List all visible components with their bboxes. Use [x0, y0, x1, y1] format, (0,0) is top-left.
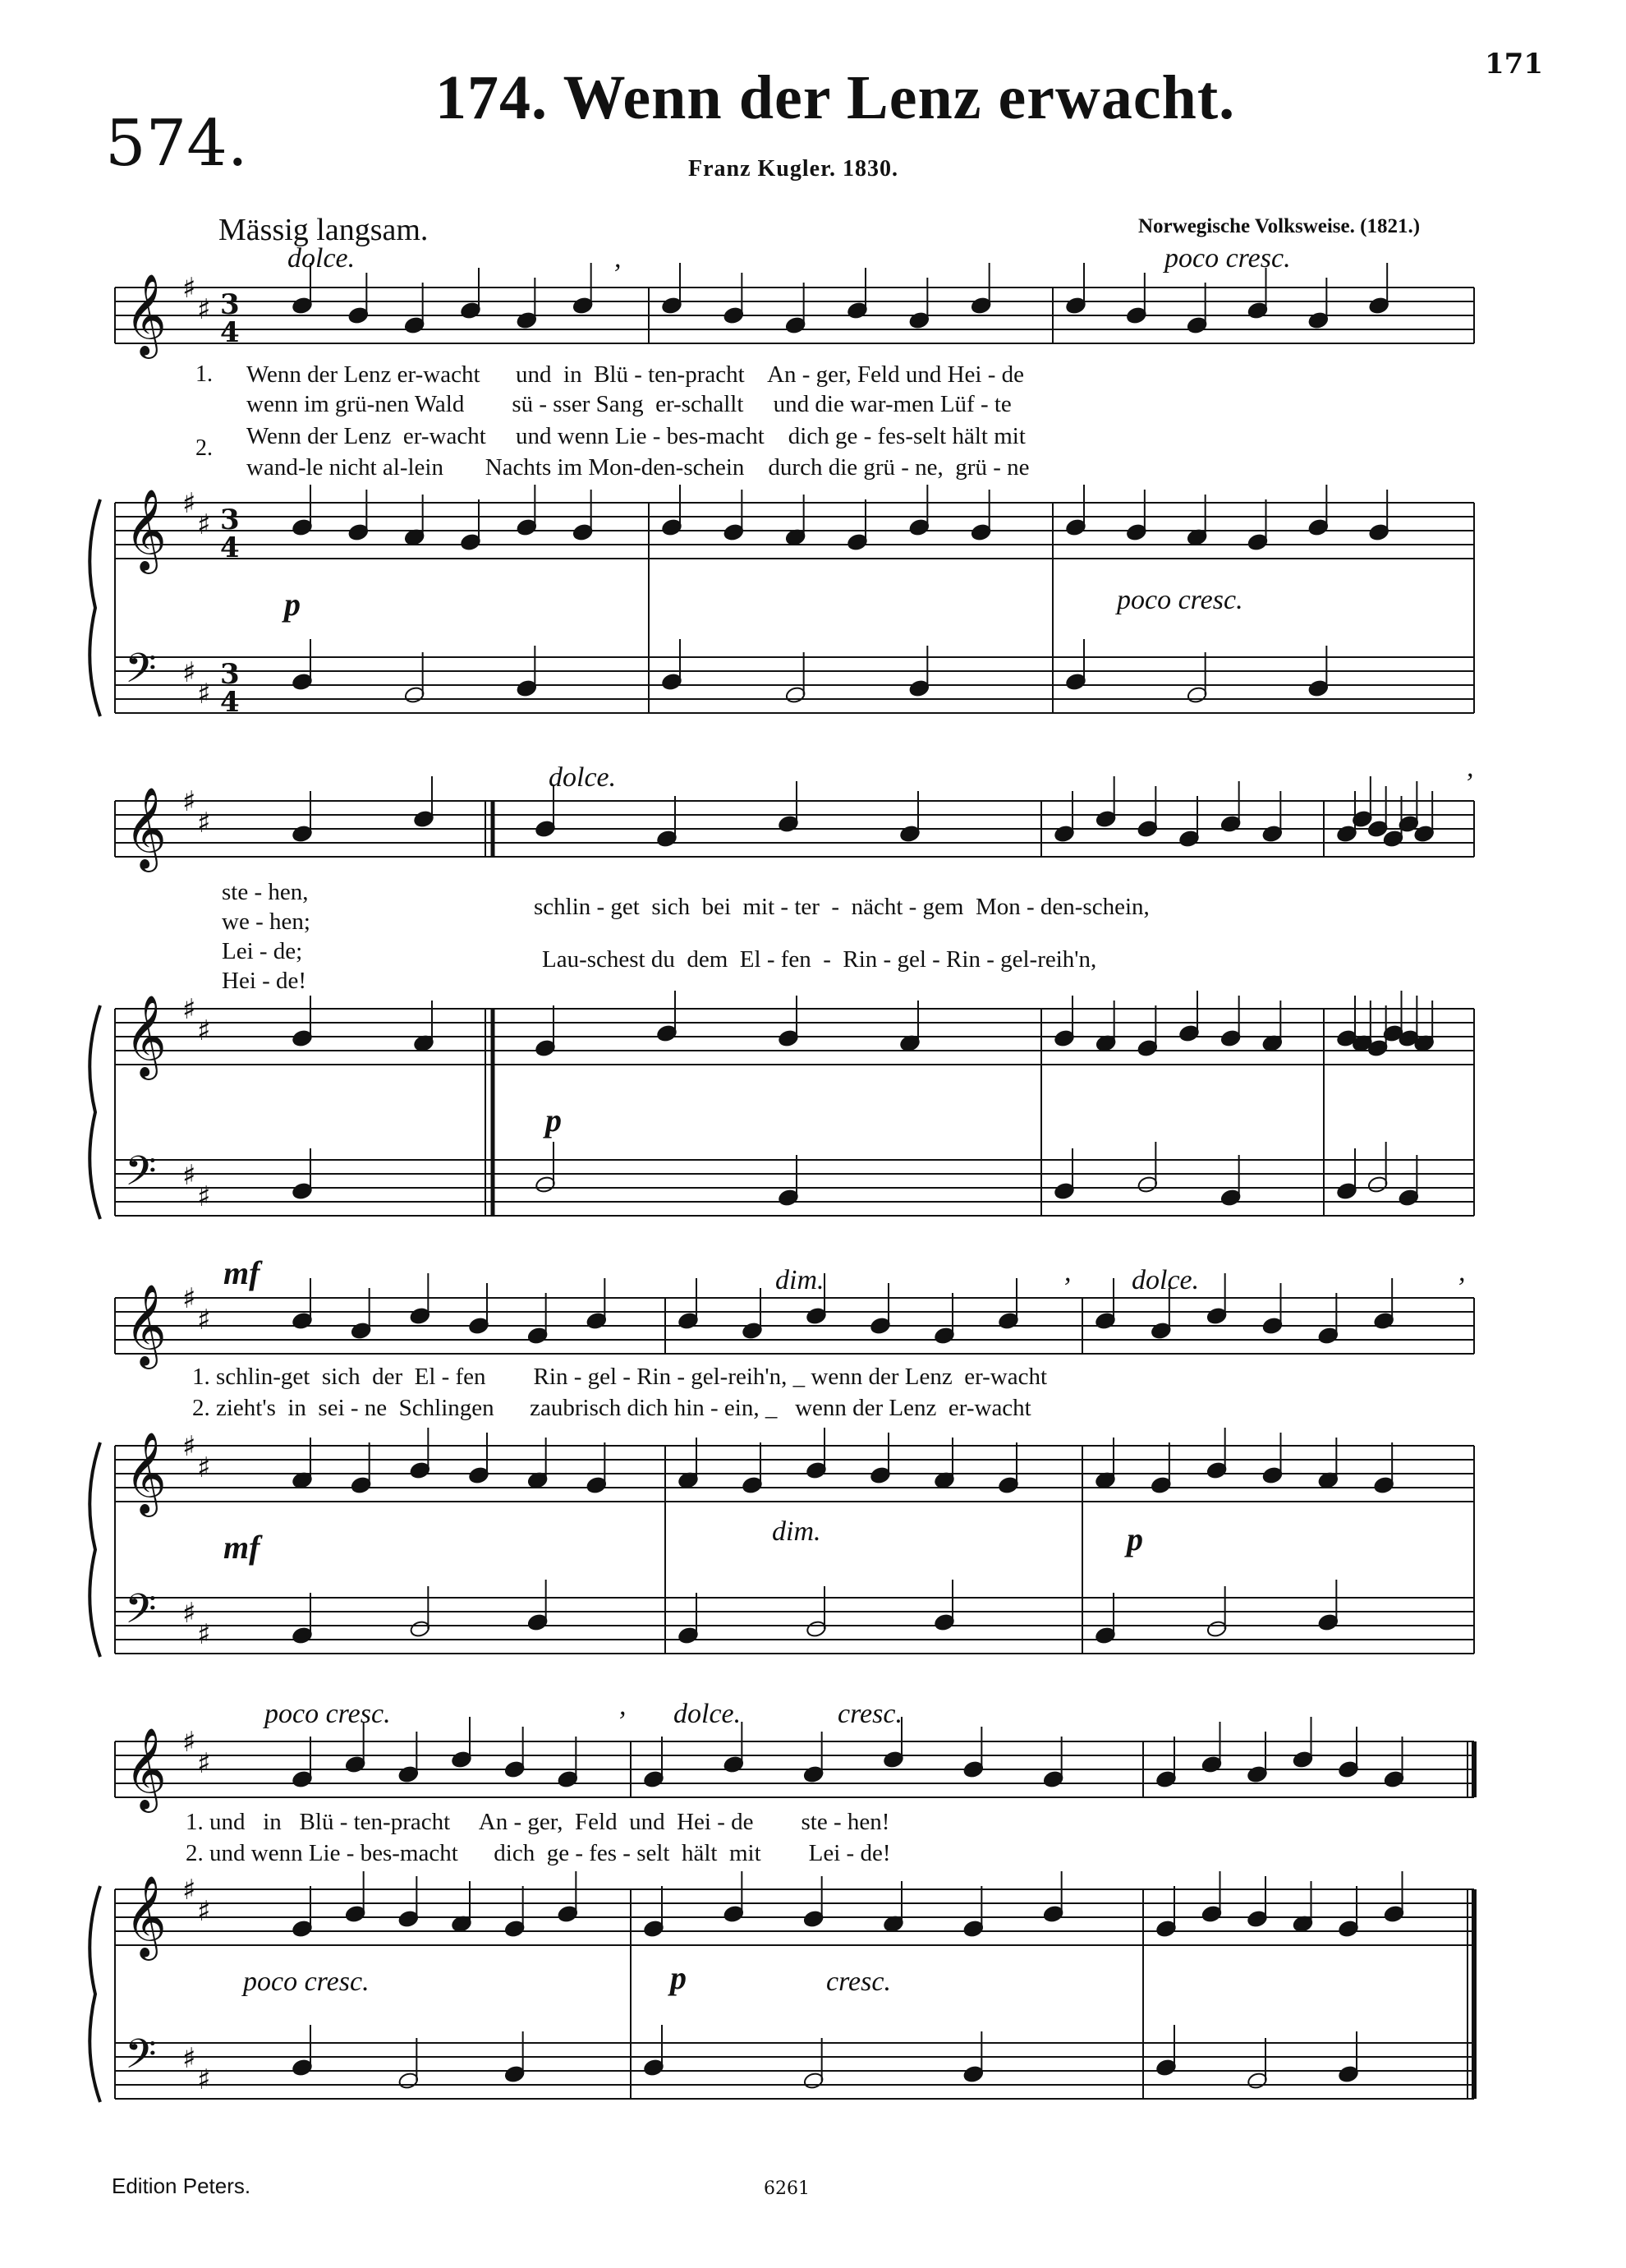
poco-cresc-mark-s1: poco cresc. — [1164, 243, 1291, 274]
key-sharp: ♯ — [182, 785, 196, 818]
key-sharp: ♯ — [182, 487, 196, 520]
key-sharp: ♯ — [197, 2063, 211, 2096]
breath-mark-s3a: , — [1064, 1257, 1072, 1287]
verse-number-2: 2. — [195, 435, 213, 461]
lyric-line-s1-1: Wenn der Lenz er-wacht und in Blü - ten-pracht An - ger, Feld und Hei - de — [246, 361, 1024, 388]
key-sharp: ♯ — [182, 656, 196, 689]
key-sharp: ♯ — [197, 678, 211, 711]
piano-brace — [90, 1886, 100, 2102]
lyric-line-s3-1: 1. schlin-get sich der El - fen Rin - gel - Rin - gel-reih'n, _ wenn der Lenz er-wacht — [192, 1364, 1048, 1390]
key-sharp: ♯ — [197, 1180, 211, 1213]
treble-clef: 𝄞 — [125, 1727, 167, 1810]
treble-clef: 𝄞 — [125, 1432, 167, 1514]
key-sharp: ♯ — [182, 1597, 196, 1630]
dolce-mark-s4: dolce. — [673, 1699, 742, 1729]
bass-clef: 𝄢 — [125, 1148, 157, 1205]
key-sharp: ♯ — [197, 1895, 211, 1928]
publisher-footer: Edition Peters. — [112, 2174, 251, 2198]
mf-dynamic-s3-piano: mf — [223, 1529, 260, 1566]
plate-number: 6261 — [764, 2178, 810, 2199]
dim-mark-s3: dim. — [775, 1265, 824, 1295]
key-sharp: ♯ — [182, 1726, 196, 1759]
key-sharp: ♯ — [182, 1159, 196, 1192]
lyric-line-s2-2: Lau-schest du dem El - fen - Rin - gel - Rin - gel-reih'n, — [542, 946, 1097, 973]
lyric-line-s3-2: 2. zieht's in sei - ne Schlingen zaubrisch dich hin - ein, _ wenn der Lenz er-wacht — [192, 1395, 1031, 1421]
tempo-marking: Mässig langsam. — [218, 213, 429, 247]
piano-dynamic-s3: p — [1127, 1520, 1143, 1557]
piano-brace — [90, 1005, 100, 1219]
bass-clef: 𝄢 — [125, 645, 157, 702]
treble-clef: 𝄞 — [125, 1875, 167, 1957]
key-sharp: ♯ — [197, 508, 211, 541]
key-sharp: ♯ — [197, 1618, 211, 1651]
lyricist-credit: Franz Kugler. 1830. — [688, 156, 898, 182]
mf-dynamic-s3: mf — [223, 1254, 260, 1291]
lyric-line-s4-1: 1. und in Blü - ten-pracht An - ger, Feld und Hei - de ste - hen! — [186, 1809, 890, 1835]
melody-source: Norwegische Volksweise. (1821.) — [1138, 215, 1421, 237]
lyric-line-s4-2: 2. und wenn Lie - bes-macht dich ge - fes - selt hält mit Lei - de! — [186, 1840, 891, 1866]
collection-number: 574. — [105, 107, 248, 181]
key-sharp: ♯ — [197, 807, 211, 840]
time-signature-bottom-treble: 4 — [220, 531, 240, 564]
poco-cresc-piano-s1: poco cresc. — [1117, 585, 1243, 615]
treble-clef: 𝄞 — [125, 1284, 167, 1366]
breath-mark-s4: , — [619, 1691, 627, 1721]
key-sharp: ♯ — [182, 2042, 196, 2075]
time-signature-top-treble: 3 — [220, 504, 240, 536]
treble-clef: 𝄞 — [125, 995, 167, 1077]
treble-clef: 𝄞 — [125, 787, 167, 869]
piano-brace — [90, 499, 100, 716]
lyric-line-s1-4: wand-le nicht al-lein Nachts im Mon-den-schein durch die grü - ne, grü - ne — [246, 454, 1030, 481]
key-sharp: ♯ — [197, 1747, 211, 1780]
ending-word-1: ste - hen, — [222, 879, 309, 905]
song-title: 174. Wenn der Lenz erwacht. — [435, 63, 1236, 132]
lyric-line-s1-3: Wenn der Lenz er-wacht und wenn Lie - bes-macht dich ge - fes-selt hält mit — [246, 423, 1026, 449]
poco-cresc-mark-s4: poco cresc. — [264, 1699, 391, 1729]
time-signature-top-vocal: 3 — [220, 288, 240, 321]
breath-mark-s1: , — [614, 243, 622, 274]
ending-word-3: Lei - de; — [222, 938, 303, 964]
key-sharp: ♯ — [182, 993, 196, 1026]
treble-clef: 𝄞 — [125, 489, 167, 571]
dolce-mark-s1: dolce. — [287, 243, 356, 274]
cresc-piano-s4: cresc. — [826, 1967, 891, 1997]
ending-word-4: Hei - de! — [222, 968, 307, 994]
key-sharp: ♯ — [182, 272, 196, 305]
time-signature-top-bass: 3 — [220, 658, 240, 691]
lyric-line-s2-1: schlin - get sich bei mit - ter - nächt - gem Mon - den-schein, — [534, 894, 1150, 920]
piano-dynamic-s2: p — [545, 1102, 562, 1139]
piano-dynamic-s1: p — [284, 586, 301, 623]
key-sharp: ♯ — [197, 1304, 211, 1336]
piano-brace — [90, 1442, 100, 1657]
time-signature-bottom-vocal: 4 — [220, 316, 240, 349]
key-sharp: ♯ — [182, 1430, 196, 1463]
poco-cresc-piano-s4: poco cresc. — [243, 1967, 370, 1997]
treble-clef: 𝄞 — [125, 274, 167, 356]
bass-clef: 𝄢 — [125, 2031, 157, 2088]
key-sharp: ♯ — [182, 1874, 196, 1907]
ending-word-2: we - hen; — [222, 909, 310, 935]
page-number: 171 — [1485, 48, 1543, 81]
time-signature-bottom-bass: 4 — [220, 686, 240, 719]
breath-mark-s2: , — [1467, 752, 1474, 783]
key-sharp: ♯ — [182, 1282, 196, 1315]
key-sharp: ♯ — [197, 1451, 211, 1484]
lyric-line-s1-2: wenn im grü-nen Wald sü - sser Sang er-schallt und die war-men Lüf - te — [246, 391, 1012, 417]
bass-clef: 𝄢 — [125, 1585, 157, 1643]
breath-mark-s3b: , — [1458, 1257, 1466, 1287]
cresc-mark-s4: cresc. — [838, 1699, 903, 1729]
key-sharp: ♯ — [197, 293, 211, 326]
dolce-mark-s2: dolce. — [549, 762, 617, 793]
piano-dynamic-s4: p — [670, 1959, 687, 1996]
verse-number-1: 1. — [195, 361, 213, 387]
dolce-mark-s3: dolce. — [1132, 1265, 1200, 1295]
dim-mark-s3-piano: dim. — [772, 1516, 821, 1547]
key-sharp: ♯ — [197, 1014, 211, 1047]
